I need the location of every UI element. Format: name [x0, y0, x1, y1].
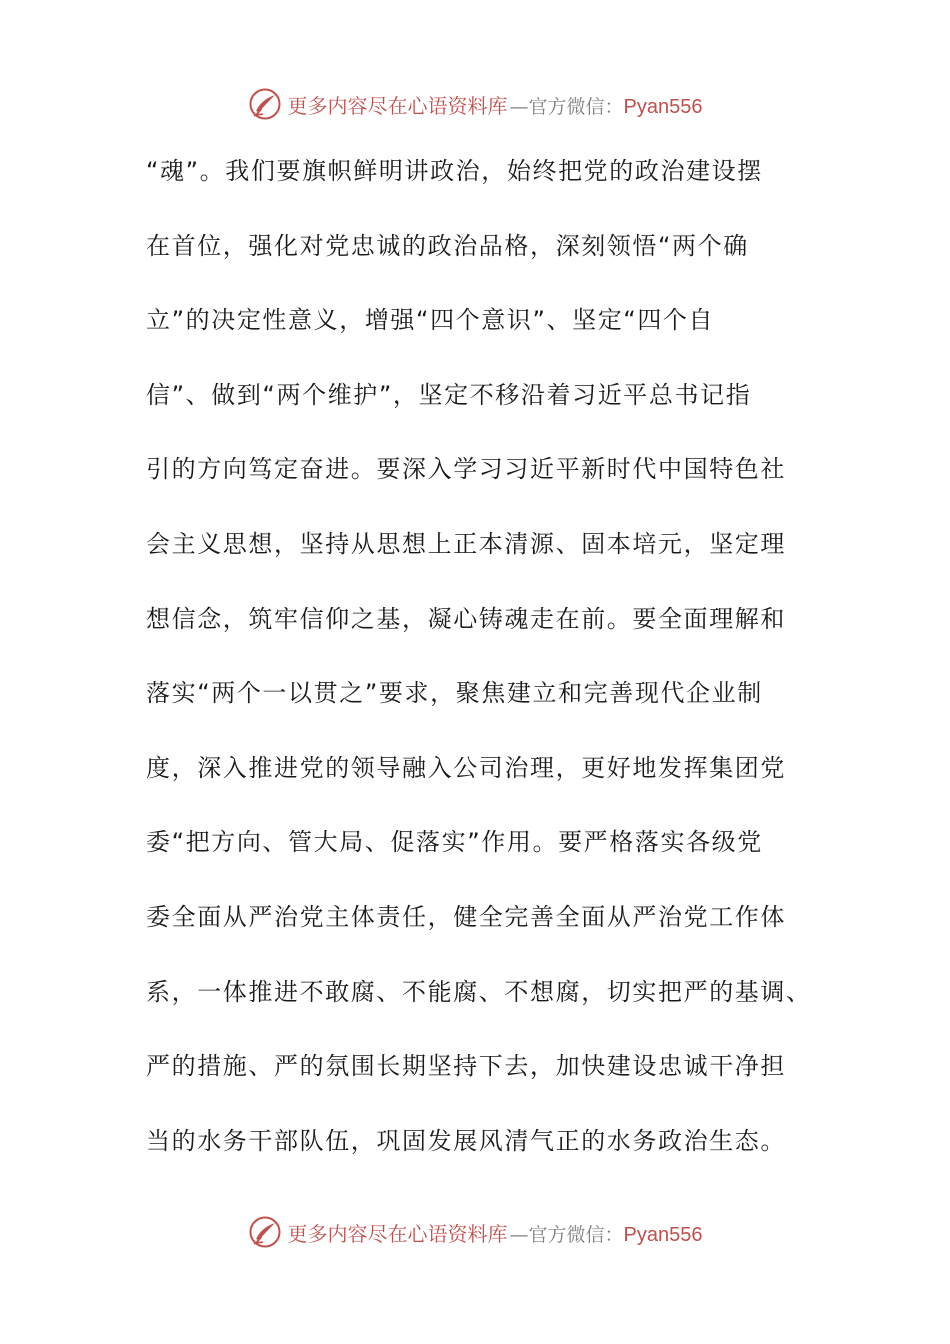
- pen-logo-icon: [248, 87, 282, 121]
- text-line: 度，深入推进党的领导融入公司治理，更好地发挥集团党: [146, 753, 786, 782]
- footer-wechat-id: Pyan556: [623, 1223, 703, 1246]
- text-line: 委全面从严治党主体责任，健全完善全面从严治党工作体: [146, 902, 786, 931]
- header-banner-text: [288, 90, 703, 119]
- text-line: 落实“两个一以贯之”要求，聚焦建立和完善现代企业制: [146, 679, 763, 708]
- text-line: 当的水务干部队伍，巩固发展风清气正的水务政治生态。: [146, 1126, 786, 1155]
- document-body: [146, 148, 812, 1192]
- text-line: 严的措施、严的氛围长期坚持下去，加快建设忠诚干净担: [146, 1052, 786, 1081]
- header-wechat-id: Pyan556: [623, 95, 703, 118]
- footer-wechat-label: —官方微信：: [509, 1223, 624, 1246]
- footer-banner: [0, 1210, 950, 1254]
- pen-logo-icon: [248, 1215, 282, 1249]
- header-wechat-label: —官方微信：: [509, 95, 624, 118]
- text-line: 系，一体推进不敢腐、不能腐、不想腐，切实把严的基调、: [146, 977, 812, 1006]
- header-banner: [0, 82, 950, 126]
- text-line: 在首位，强化对党忠诚的政治品格，深刻领悟“两个确: [146, 231, 749, 260]
- header-slogan: 更多内容尽在心语资料库: [287, 93, 508, 118]
- text-line: 引的方向笃定奋进。要深入学习习近平新时代中国特色社: [146, 455, 786, 484]
- footer-banner-text: [288, 1218, 703, 1247]
- text-line: 信”、做到“两个维护”，坚定不移沿着习近平总书记指: [146, 380, 752, 409]
- text-line: 会主义思想，坚持从思想上正本清源、固本培元，坚定理: [146, 529, 786, 558]
- footer-slogan: 更多内容尽在心语资料库: [287, 1221, 508, 1246]
- text-line: 想信念，筑牢信仰之基，凝心铸魂走在前。要全面理解和: [146, 604, 786, 633]
- text-line: “魂”。我们要旗帜鲜明讲政治，始终把党的政治建设摆: [146, 157, 763, 185]
- text-line: 委“把方向、管大局、促落实”作用。要严格落实各级党: [146, 828, 763, 857]
- text-line: 立”的决定性意义，增强“四个意识”、坚定“四个自: [146, 306, 715, 335]
